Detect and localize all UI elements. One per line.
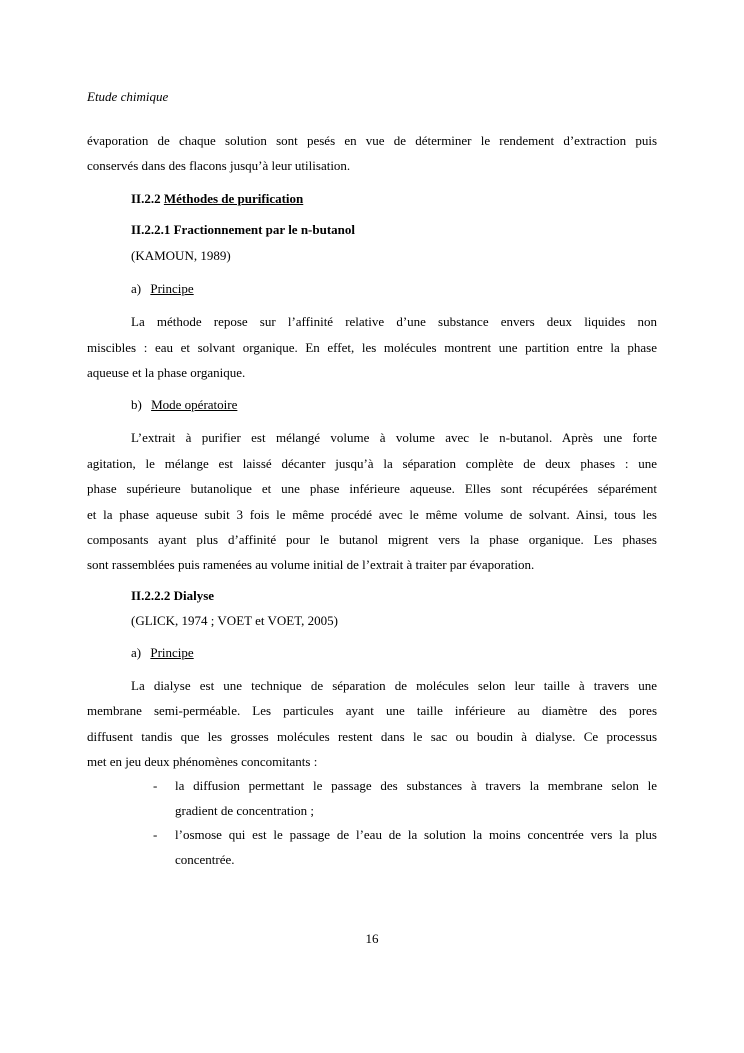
section-title: Méthodes de purification	[163, 191, 304, 206]
dialyse-line-3: diffusent tandis que les grosses molécules restent dans le sac ou boudin à dialyse. Ce processus	[87, 729, 657, 744]
page-number: 16	[365, 931, 379, 946]
item-b-mode-operatoire	[131, 397, 237, 413]
dialyse-line-1: La dialyse est une technique de séparation de molécules selon leur taille à travers une	[131, 678, 657, 693]
item-a-principe	[131, 281, 194, 297]
bullet-2-line-1: l’osmose qui est le passage de l’eau de la solution la moins concentrée vers la plus	[175, 827, 657, 842]
dialyse-line-4: met en jeu deux phénomènes concomitants :	[87, 754, 318, 769]
intro-line-1: évaporation de chaque solution sont pesés en vue de déterminer le rendement d’extraction puis	[87, 133, 657, 148]
mode-line-1: L’extrait à purifier est mélangé volume à volume avec le n-butanol. Après une forte	[131, 430, 657, 445]
mode-line-5: composants ayant plus d’affinité pour le butanol migrent vers la phase organique. Les phases	[87, 532, 657, 547]
bullet-2-line-2: concentrée.	[175, 852, 235, 867]
item-marker: b)	[131, 397, 142, 412]
section-heading-2-2	[131, 191, 303, 207]
item-a-principe-dialyse	[131, 645, 194, 661]
item-label: Mode opératoire	[151, 397, 238, 412]
reference-kamoun: (KAMOUN, 1989)	[131, 248, 231, 263]
principe-line-1: La méthode repose sur l’affinité relative d’une substance envers deux liquides non	[131, 314, 657, 329]
subsection-heading-2-2-2: II.2.2.2 Dialyse	[131, 588, 215, 603]
bullet-1-line-2: gradient de concentration ;	[175, 803, 314, 818]
item-label: Principe	[150, 281, 194, 296]
section-number: II.2.2	[131, 191, 161, 206]
mode-line-4: et la phase aqueuse subit 3 fois le même procédé avec le même volume de solvant. Ainsi, tous les	[87, 507, 657, 522]
intro-line-2: conservés dans des flacons jusqu’à leur utilisation.	[87, 158, 351, 173]
bullet-1-line-1: la diffusion permettant le passage des substances à travers la membrane selon le	[175, 778, 657, 793]
dialyse-line-2: membrane semi-perméable. Les particules ayant une taille inférieure au diamètre des pores	[87, 703, 657, 718]
mode-line-6: sont rassemblées puis ramenées au volume initial de l’extrait à traiter par évaporation.	[87, 557, 535, 572]
bullet-dash: -	[153, 827, 158, 842]
bullet-dash: -	[153, 778, 158, 793]
subsection-heading-2-2-1: II.2.2.1 Fractionnement par le n-butanol	[131, 222, 356, 237]
principe-line-2: miscibles : eau et solvant organique. En effet, les molécules montrent une partition entre la phase	[87, 340, 657, 355]
item-marker: a)	[131, 645, 142, 660]
running-header: Etude chimique	[87, 89, 169, 104]
principe-line-3: aqueuse et la phase organique.	[87, 365, 246, 380]
reference-glick-voet: (GLICK, 1974 ; VOET et VOET, 2005)	[131, 613, 339, 628]
item-marker: a)	[131, 281, 142, 296]
item-label: Principe	[150, 645, 194, 660]
mode-line-3: phase supérieure butanolique et une phase inférieure aqueuse. Elles sont récupérées séparément	[87, 481, 657, 496]
mode-line-2: agitation, le mélange est laissé décanter jusqu’à la séparation complète de deux phases : une	[87, 456, 657, 471]
